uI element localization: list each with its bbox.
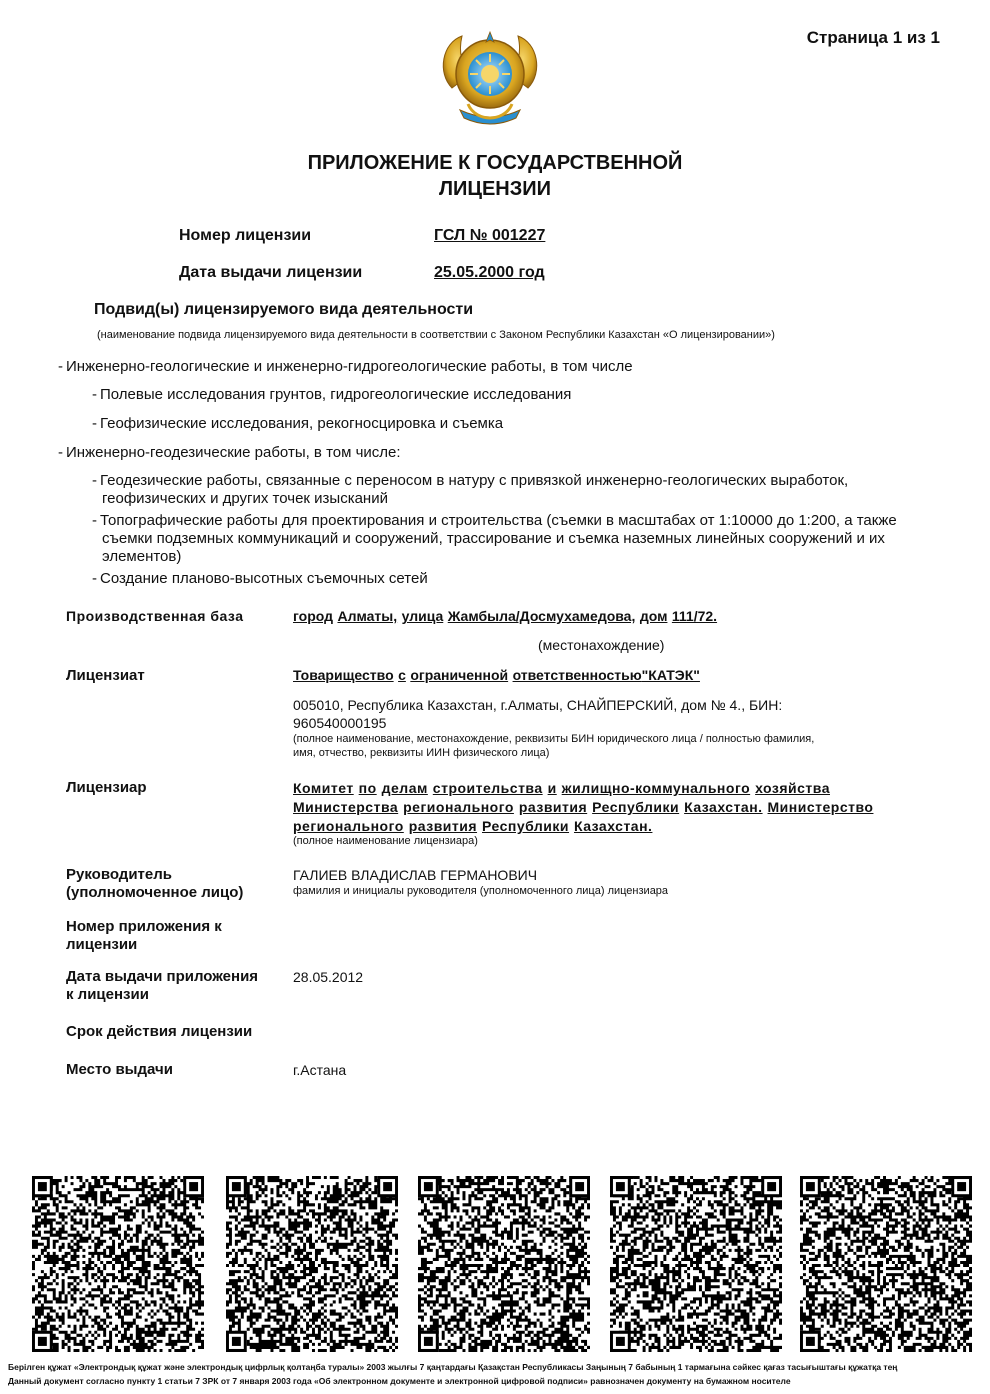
page-indicator: Страница 1 из 1 [806,28,940,47]
production-base-label: Производственная база [66,608,244,624]
license-number-label: Номер лицензии [179,227,312,244]
appendix-number-label: Номер приложения к лицензии [66,918,222,953]
qr-code-icon [226,1176,398,1352]
footer-line-kazakh: Берілген құжат «Электрондық құжат және электрондық цифрлық қолтаңба туралы» 2003 жылғы 7 қаңтардағы Қазақстан Республикасы Заңының 7 бабының 1 тармағына сәйкес қағаз тасығыштағы құжатқа тең [8,1362,898,1372]
subtypes-note: (наименование подвида лицензируемого вида деятельности в соответствии с Законом Республики Казахстан «О лицензировании») [97,329,775,341]
license-number-value: ГСЛ № 001227 [434,227,546,244]
document-title [0,150,990,202]
activity-item: - Инженерно-геологические и инженерно-гидрогеологические работы, в том числе [58,358,633,375]
state-emblem-icon [432,18,548,134]
place-label: Место выдачи [66,1061,173,1078]
qr-code-icon [610,1176,782,1352]
qr-code-icon [32,1176,204,1352]
head-note: фамилия и инициалы руководителя (уполномоченного лица) лицензиара [293,885,669,897]
production-base-value: город Алматы, улица Жамбыла/Досмухамедова, дом 111/72. [293,608,718,624]
head-value: ГАЛИЕВ ВЛАДИСЛАВ ГЕРМАНОВИЧ [293,867,538,883]
licensee-name: Товарищество с ограниченной ответственностью"КАТЭК" [293,667,700,683]
qr-code-icon [800,1176,972,1352]
validity-label: Срок действия лицензии [66,1023,253,1040]
appendix-date-value: 28.05.2012 [293,969,364,985]
activity-subitem: - Геофизические исследования, рекогносцировка и съемка [92,415,504,432]
licensee-label: Лицензиат [66,667,145,684]
license-date-value: 25.05.2000 год [434,264,545,281]
qr-code-row [32,1176,982,1352]
licensor-name: Комитет по делам строительства и жилищно-коммунального хозяйства Министерства регионального развития Республики Казахстан. Министерство регионального развития Республики Казахстан. [293,780,874,834]
title-line-1: ПРИЛОЖЕНИЕ К ГОСУДАРСТВЕННОЙ [307,152,683,174]
license-date-label: Дата выдачи лицензии [179,264,363,281]
title-line-2: ЛИЦЕНЗИИ [438,178,552,200]
subtypes-heading: Подвид(ы) лицензируемого вида деятельности [94,301,474,318]
legal-footer [8,1360,897,1388]
qr-code-icon [418,1176,590,1352]
activity-subitem: - Топографические работы для проектирования и строительства (съемки в масштабах от 1:10000 до 1:200, а также съемки подземных коммуникаций и сооружений, трассирование и съемка наземных линейных сооружений и их элементов) [92,512,897,565]
licensor-label: Лицензиар [66,779,147,796]
head-label: Руководитель (уполномоченное лицо) [66,866,244,901]
place-value: г.Астана [293,1062,347,1078]
activity-subitem: - Полевые исследования грунтов, гидрогеологические исследования [92,386,572,403]
activity-subitem: - Создание планово-высотных съемочных сетей [92,570,428,587]
activity-item: - Инженерно-геодезические работы, в том числе: [58,444,401,461]
appendix-date-label: Дата выдачи приложения к лицензии [66,968,259,1003]
licensor-note: (полное наименование лицензиара) [293,835,478,847]
footer-line-russian: Данный документ согласно пункту 1 статьи 7 ЗРК от 7 января 2003 года «Об электронном документе и электронной цифровой подписи» равнозначен документу на бумажном носителе [8,1376,791,1386]
production-base-note: (местонахождение) [538,637,665,653]
licensee-note: (полное наименование, местонахождение, реквизиты БИН юридического лица / полностью фамилия, имя, отчество, реквизиты ИИН физического лица) [293,733,815,759]
activity-subitem: - Геодезические работы, связанные с переносом в натуру с привязкой инженерно-геологических выработок, геофизических и других точек изысканий [92,472,849,507]
licensee-address: 005010, Республика Казахстан, г.Алматы, СНАЙПЕРСКИЙ, дом № 4., БИН: 960540000195 [293,697,783,731]
